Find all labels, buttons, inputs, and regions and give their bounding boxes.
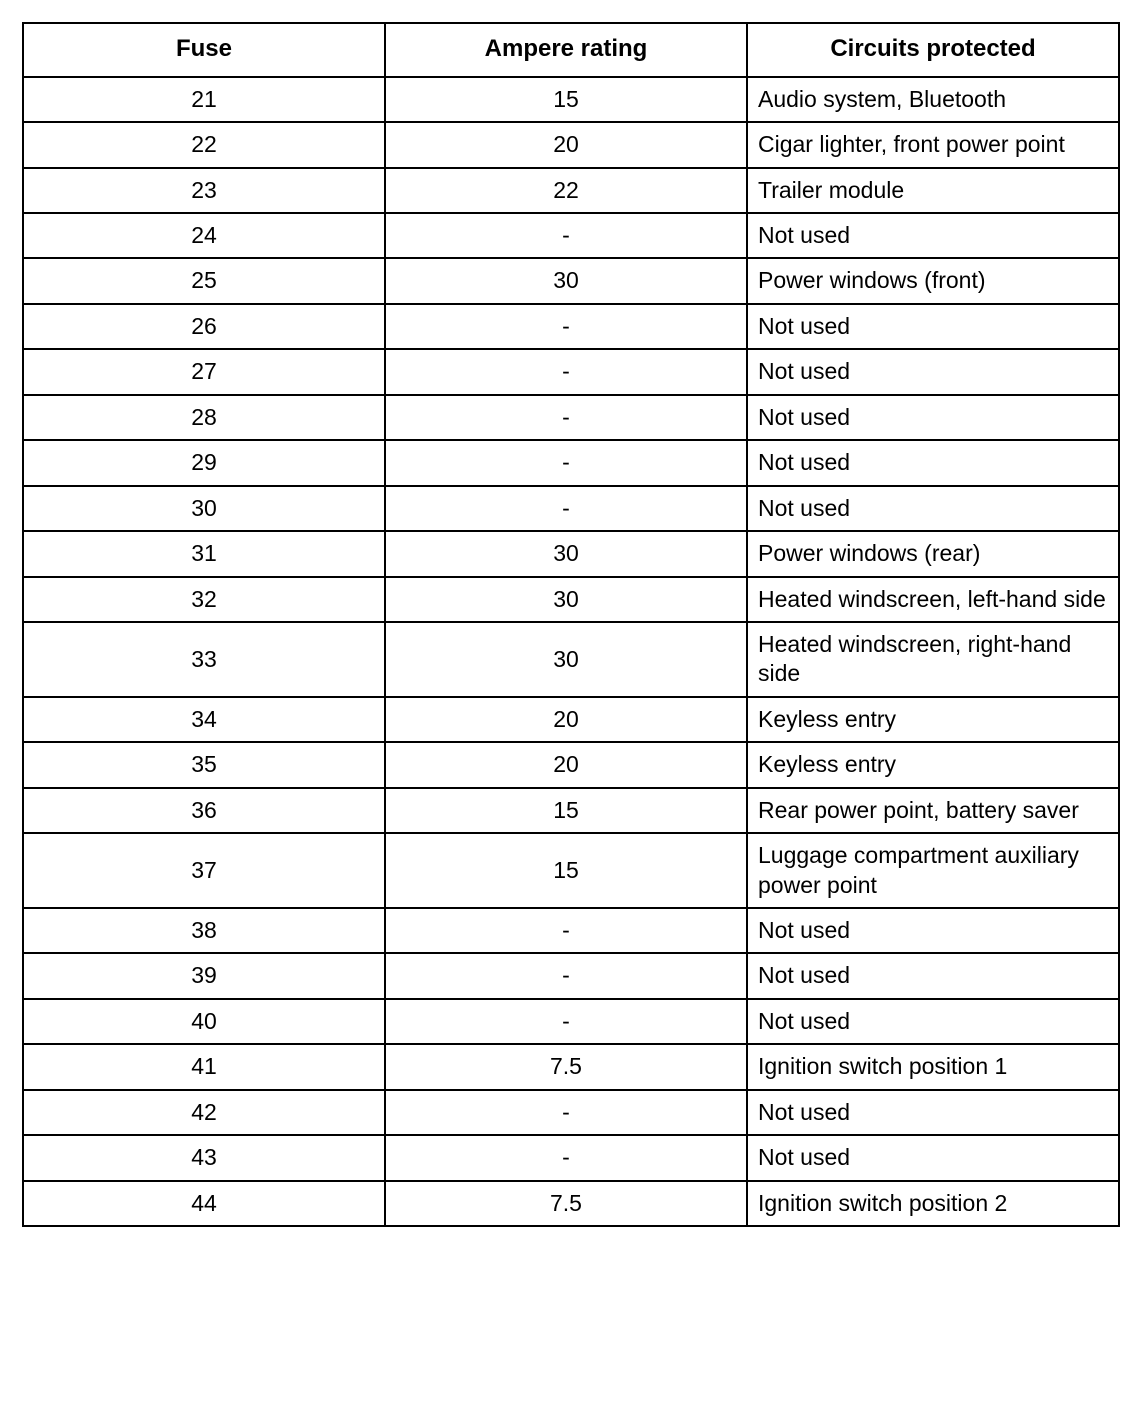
cell-fuse: 22 <box>23 122 385 167</box>
cell-circuits: Power windows (rear) <box>747 531 1119 576</box>
cell-fuse: 24 <box>23 213 385 258</box>
table-row <box>23 908 1119 953</box>
cell-circuits: Audio system, Bluetooth <box>747 77 1119 122</box>
cell-ampere: 20 <box>385 122 747 167</box>
cell-ampere: 15 <box>385 77 747 122</box>
cell-circuits: Not used <box>747 1135 1119 1180</box>
fuse-table <box>22 22 1120 1227</box>
cell-circuits: Trailer module <box>747 168 1119 213</box>
table-row <box>23 788 1119 833</box>
cell-ampere: 20 <box>385 697 747 742</box>
cell-fuse: 34 <box>23 697 385 742</box>
cell-circuits: Not used <box>747 349 1119 394</box>
cell-fuse: 41 <box>23 1044 385 1089</box>
table-header <box>23 23 1119 77</box>
cell-fuse: 28 <box>23 395 385 440</box>
cell-ampere: - <box>385 395 747 440</box>
table-row <box>23 349 1119 394</box>
table-row <box>23 258 1119 303</box>
table-row <box>23 999 1119 1044</box>
cell-circuits: Ignition switch position 2 <box>747 1181 1119 1226</box>
cell-fuse: 21 <box>23 77 385 122</box>
cell-circuits: Not used <box>747 395 1119 440</box>
table-row <box>23 213 1119 258</box>
cell-ampere: 22 <box>385 168 747 213</box>
cell-circuits: Ignition switch position 1 <box>747 1044 1119 1089</box>
cell-ampere: - <box>385 486 747 531</box>
cell-fuse: 31 <box>23 531 385 576</box>
cell-circuits: Not used <box>747 908 1119 953</box>
table-row <box>23 742 1119 787</box>
cell-ampere: 30 <box>385 258 747 303</box>
table-header-row <box>23 23 1119 77</box>
table-row <box>23 168 1119 213</box>
cell-ampere: 30 <box>385 622 747 697</box>
cell-circuits: Heated windscreen, left-hand side <box>747 577 1119 622</box>
column-header-circuits-protected: Circuits protected <box>747 23 1119 77</box>
table-row <box>23 953 1119 998</box>
cell-fuse: 43 <box>23 1135 385 1180</box>
cell-fuse: 29 <box>23 440 385 485</box>
cell-ampere: - <box>385 1135 747 1180</box>
cell-ampere: - <box>385 1090 747 1135</box>
cell-circuits: Not used <box>747 304 1119 349</box>
table-row <box>23 440 1119 485</box>
table-row <box>23 833 1119 908</box>
table-row <box>23 486 1119 531</box>
table-row <box>23 697 1119 742</box>
cell-fuse: 37 <box>23 833 385 908</box>
table-row <box>23 1044 1119 1089</box>
cell-ampere: 15 <box>385 833 747 908</box>
cell-ampere: 15 <box>385 788 747 833</box>
column-header-ampere-rating: Ampere rating <box>385 23 747 77</box>
cell-ampere: - <box>385 440 747 485</box>
cell-circuits: Not used <box>747 1090 1119 1135</box>
cell-ampere: - <box>385 908 747 953</box>
table-row <box>23 122 1119 167</box>
cell-ampere: 30 <box>385 577 747 622</box>
table-row <box>23 304 1119 349</box>
table-row <box>23 531 1119 576</box>
table-row <box>23 77 1119 122</box>
cell-circuits: Not used <box>747 486 1119 531</box>
cell-fuse: 26 <box>23 304 385 349</box>
cell-ampere: - <box>385 999 747 1044</box>
table-body <box>23 77 1119 1226</box>
cell-fuse: 36 <box>23 788 385 833</box>
cell-fuse: 30 <box>23 486 385 531</box>
cell-fuse: 44 <box>23 1181 385 1226</box>
table-row <box>23 622 1119 697</box>
cell-ampere: 7.5 <box>385 1181 747 1226</box>
cell-fuse: 33 <box>23 622 385 697</box>
cell-circuits: Not used <box>747 999 1119 1044</box>
table-row <box>23 577 1119 622</box>
cell-ampere: - <box>385 349 747 394</box>
cell-circuits: Power windows (front) <box>747 258 1119 303</box>
cell-fuse: 32 <box>23 577 385 622</box>
cell-circuits: Rear power point, battery saver <box>747 788 1119 833</box>
cell-ampere: - <box>385 304 747 349</box>
table-row <box>23 1135 1119 1180</box>
cell-fuse: 27 <box>23 349 385 394</box>
cell-circuits: Not used <box>747 440 1119 485</box>
cell-fuse: 38 <box>23 908 385 953</box>
cell-fuse: 35 <box>23 742 385 787</box>
cell-ampere: 20 <box>385 742 747 787</box>
cell-fuse: 25 <box>23 258 385 303</box>
cell-fuse: 39 <box>23 953 385 998</box>
cell-circuits: Luggage compartment auxiliary power point <box>747 833 1119 908</box>
cell-circuits: Not used <box>747 953 1119 998</box>
cell-circuits: Keyless entry <box>747 697 1119 742</box>
cell-ampere: 30 <box>385 531 747 576</box>
cell-fuse: 42 <box>23 1090 385 1135</box>
table-row <box>23 1090 1119 1135</box>
cell-circuits: Keyless entry <box>747 742 1119 787</box>
cell-circuits: Heated windscreen, right-hand side <box>747 622 1119 697</box>
cell-ampere: - <box>385 213 747 258</box>
cell-circuits: Cigar lighter, front power point <box>747 122 1119 167</box>
table-row <box>23 1181 1119 1226</box>
cell-ampere: 7.5 <box>385 1044 747 1089</box>
cell-fuse: 40 <box>23 999 385 1044</box>
table-row <box>23 395 1119 440</box>
cell-circuits: Not used <box>747 213 1119 258</box>
column-header-fuse: Fuse <box>23 23 385 77</box>
cell-fuse: 23 <box>23 168 385 213</box>
cell-ampere: - <box>385 953 747 998</box>
